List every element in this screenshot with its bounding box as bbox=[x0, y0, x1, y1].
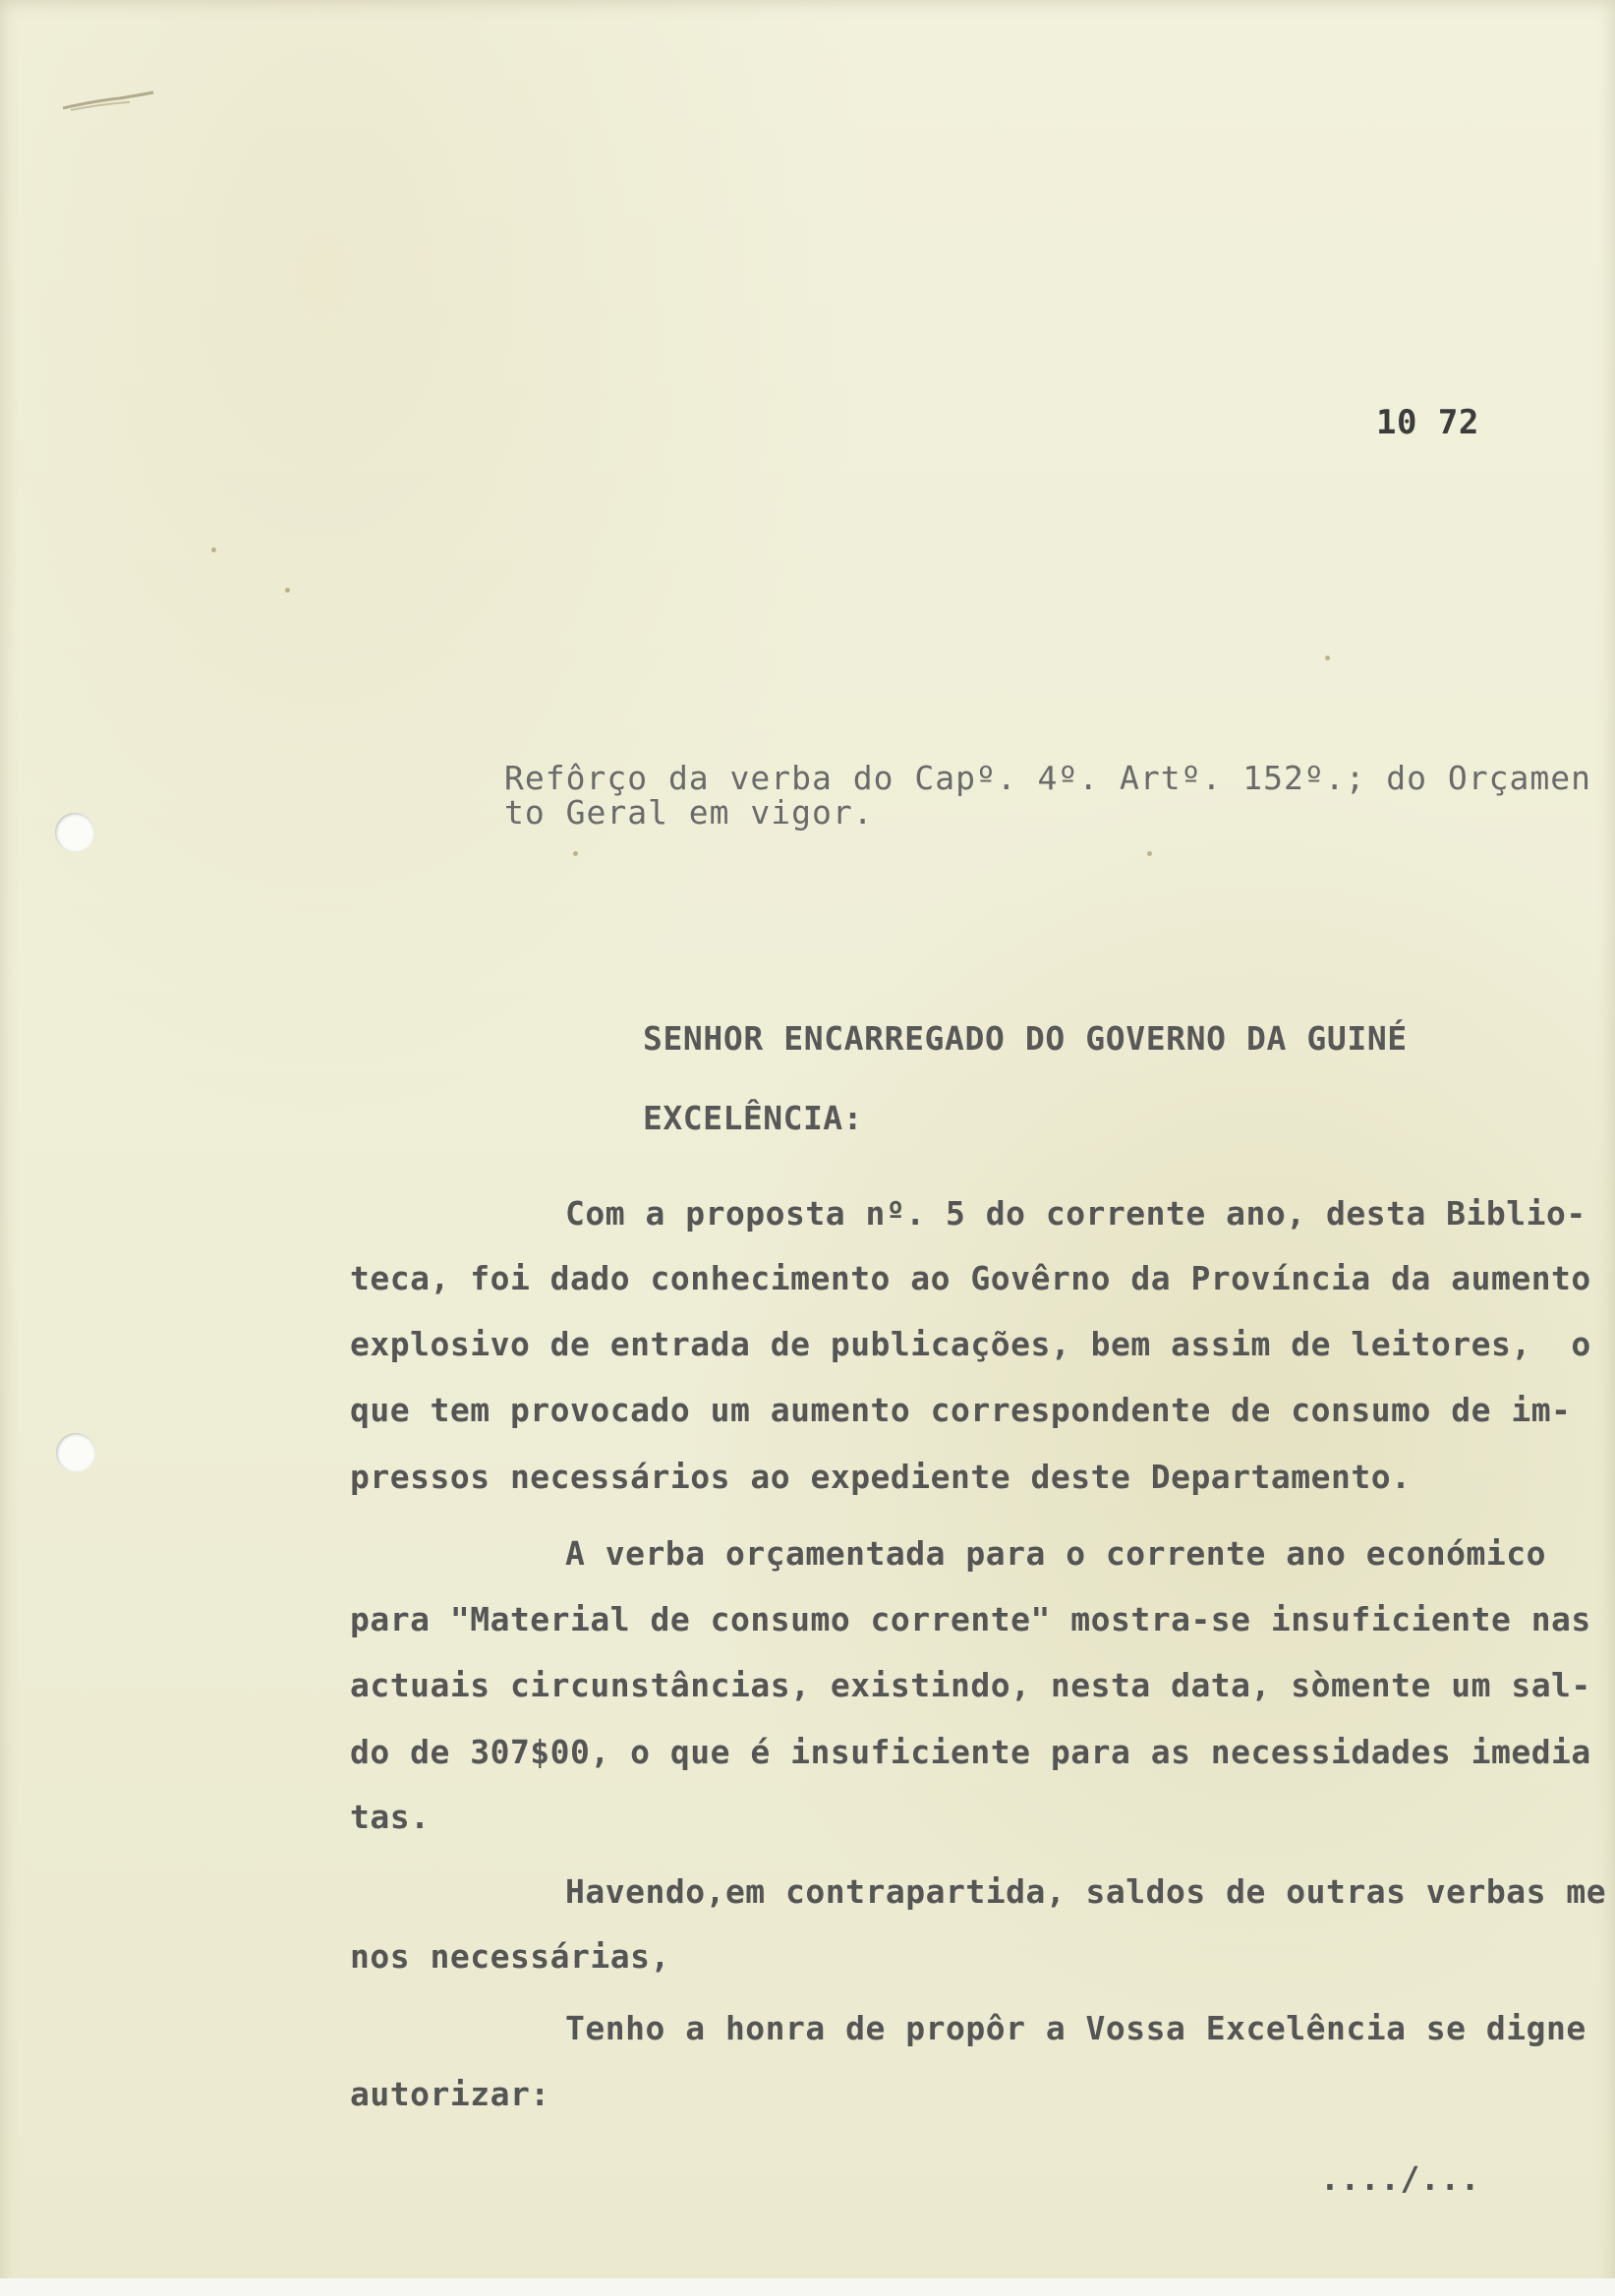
body-line: do de 307$00, o que é insuficiente para as necessidades imedia bbox=[350, 1733, 1591, 1771]
page-number: 10 72 bbox=[1376, 403, 1479, 442]
salutation: EXCELÊNCIA: bbox=[643, 1099, 864, 1137]
paper-speck bbox=[285, 588, 290, 593]
body-line: nos necessárias, bbox=[350, 1937, 670, 1976]
scan-bottom-strip bbox=[0, 2278, 1615, 2296]
subject-line-1: Refôrço da verba do Capº. 4º. Artº. 152º.; do Orçamen bbox=[504, 759, 1591, 797]
ink-smudge-mark bbox=[61, 90, 155, 112]
paper-speck bbox=[573, 851, 578, 856]
body-line: que tem provocado um aumento correspondente de consumo de im- bbox=[350, 1391, 1572, 1429]
body-line: autorizar: bbox=[350, 2075, 550, 2113]
body-line: Com a proposta nº. 5 do corrente ano, desta Biblio- bbox=[565, 1194, 1586, 1233]
paper-speck bbox=[1147, 851, 1152, 856]
body-line: pressos necessários ao expediente deste Departamento. bbox=[350, 1458, 1412, 1496]
paper-speck bbox=[211, 547, 216, 552]
body-line: teca, foi dado conhecimento ao Govêrno da Província da aumento bbox=[350, 1259, 1591, 1297]
body-line: Havendo,em contrapartida, saldos de outras verbas me bbox=[565, 1872, 1607, 1911]
punch-hole-upper bbox=[55, 813, 94, 852]
punch-hole-lower bbox=[56, 1433, 95, 1472]
body-line: A verba orçamentada para o corrente ano económico bbox=[565, 1534, 1547, 1573]
continuation-mark: ..../... bbox=[1320, 2159, 1480, 2198]
addressee-heading: SENHOR ENCARREGADO DO GOVERNO DA GUINÉ bbox=[643, 1019, 1408, 1058]
body-line: Tenho a honra de propôr a Vossa Excelência se digne bbox=[565, 2009, 1586, 2047]
body-line: para "Material de consumo corrente" mostra-se insuficiente nas bbox=[350, 1600, 1591, 1638]
body-line: explosivo de entrada de publicações, bem assim de leitores, o bbox=[350, 1325, 1591, 1363]
paper-speck bbox=[1325, 656, 1330, 660]
body-line: tas. bbox=[350, 1798, 431, 1836]
body-line: actuais circunstâncias, existindo, nesta data, sòmente um sal- bbox=[350, 1666, 1591, 1704]
subject-line-2: to Geral em vigor. bbox=[504, 793, 874, 832]
